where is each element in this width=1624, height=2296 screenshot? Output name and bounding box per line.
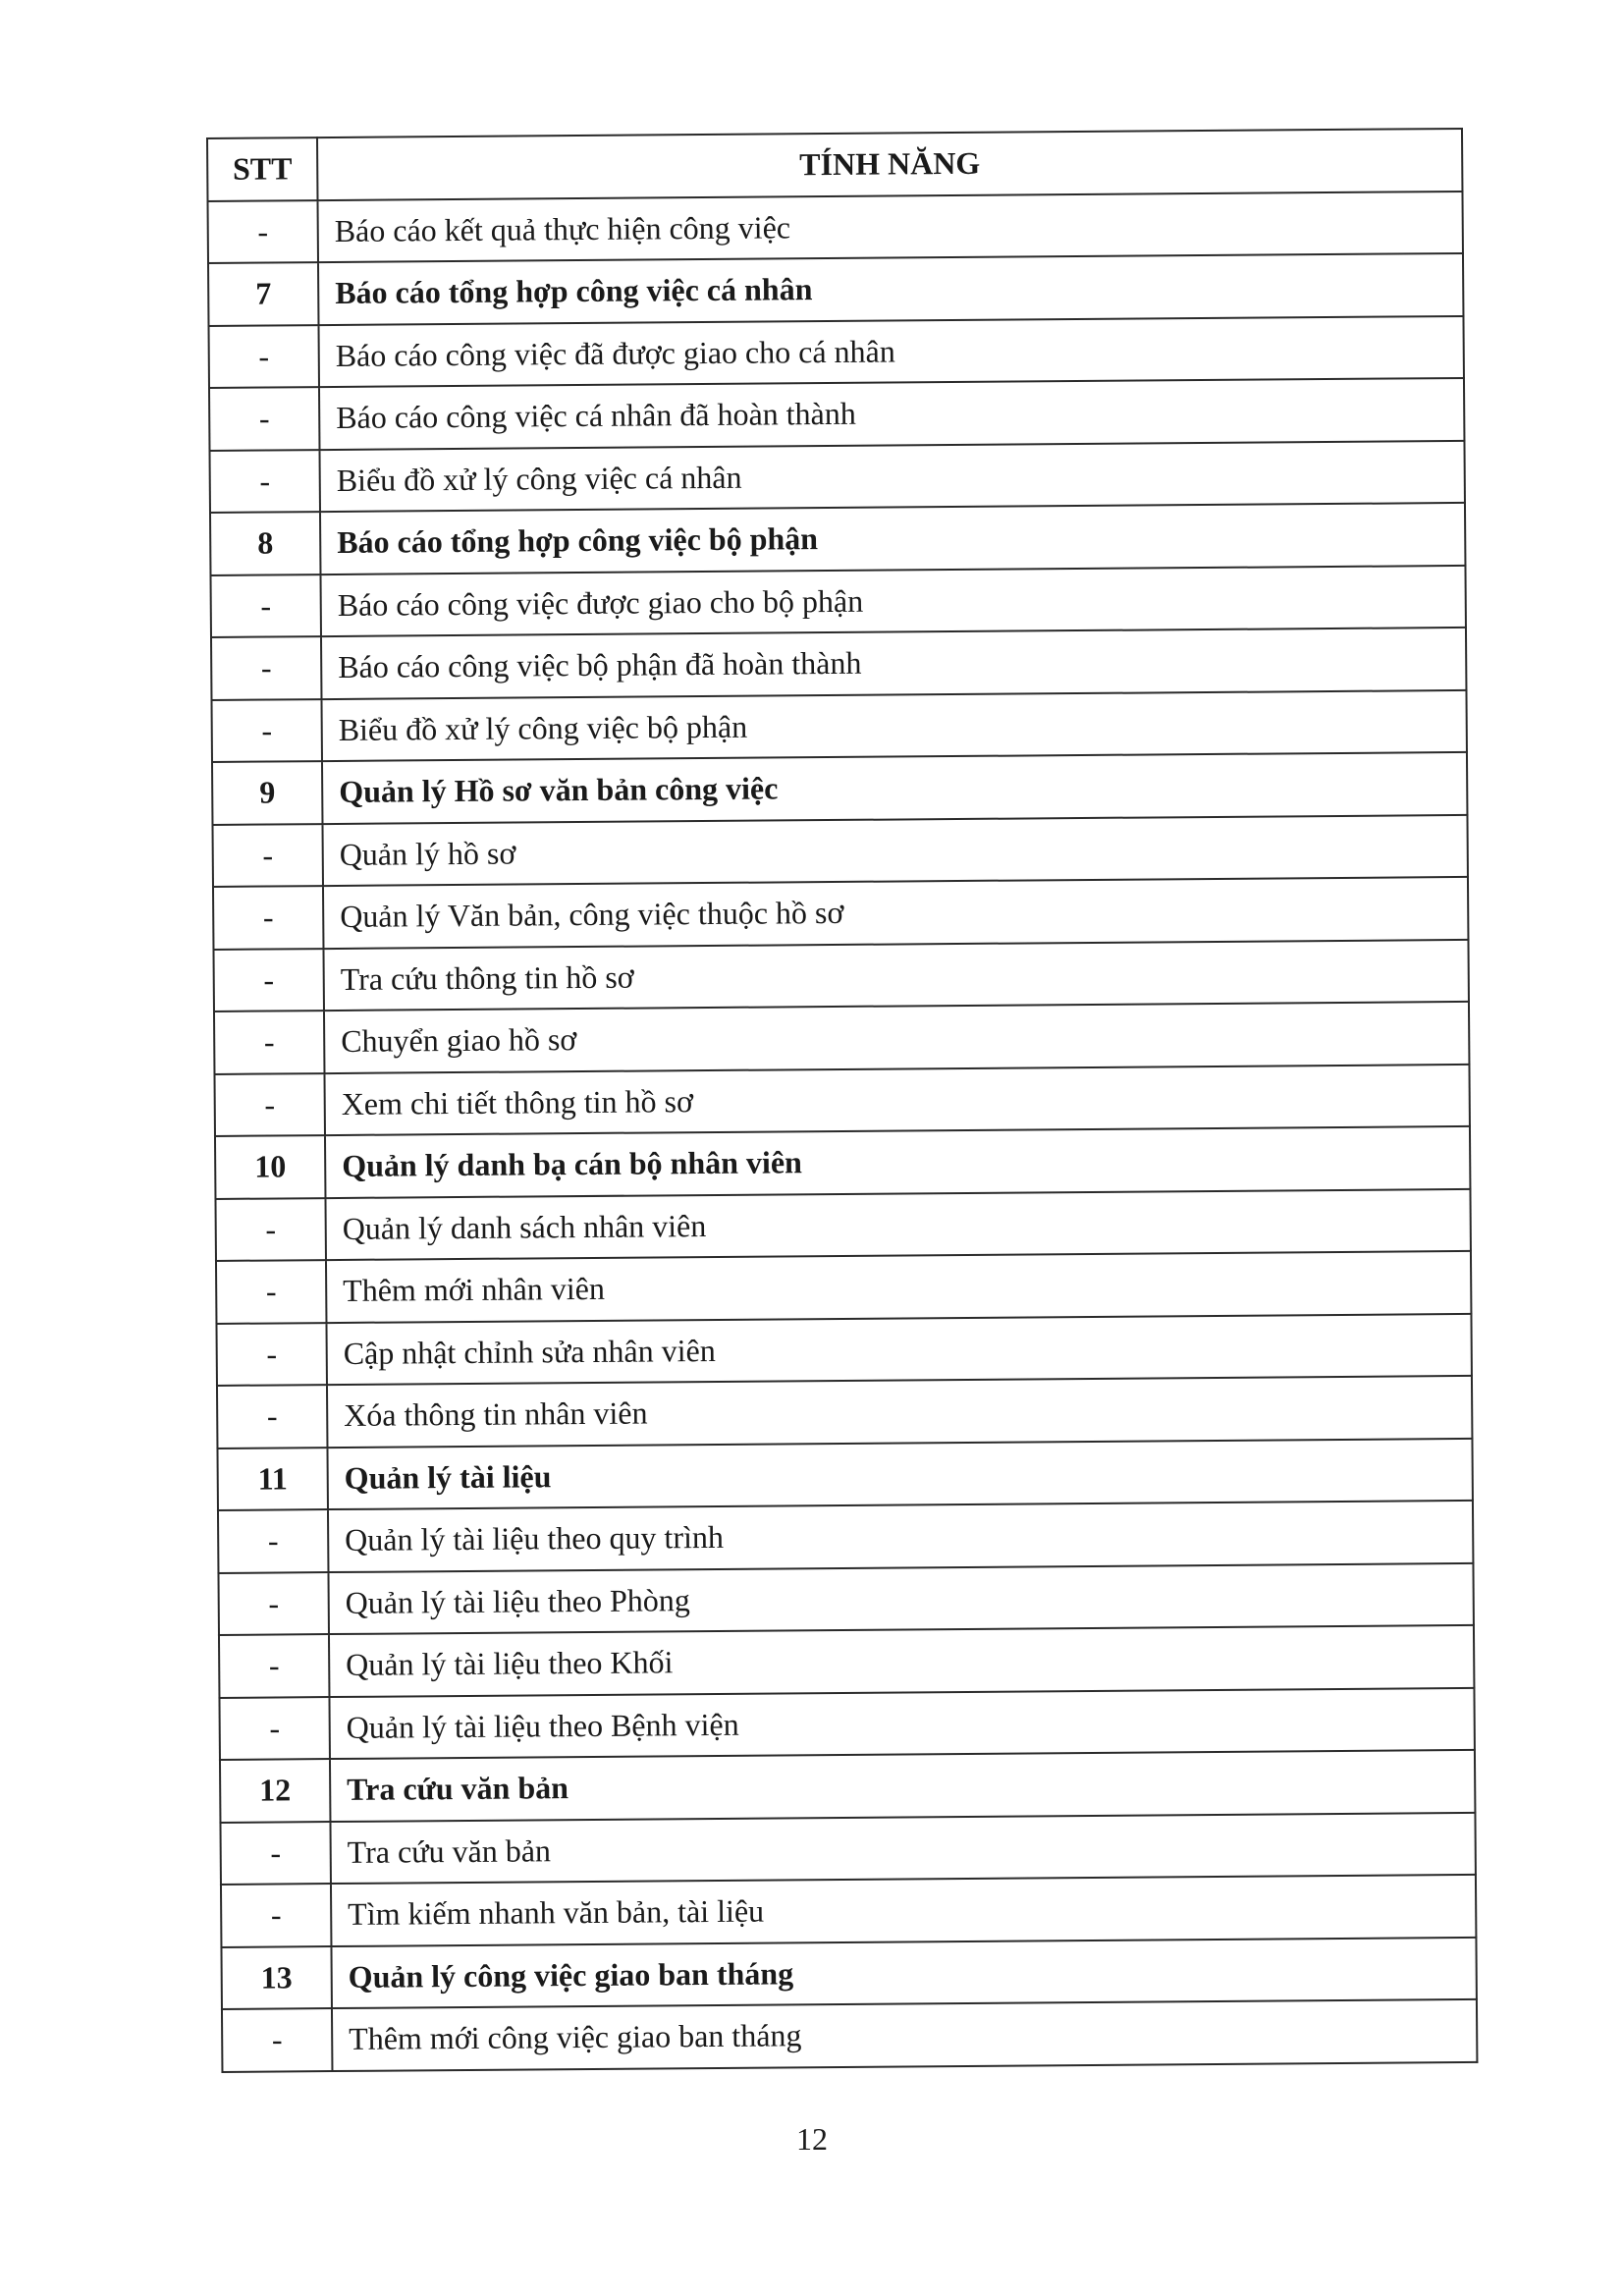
cell-feature: Báo cáo tổng hợp công việc cá nhân <box>318 253 1463 325</box>
cell-feature: Báo cáo công việc đã được giao cho cá nhân <box>319 315 1464 387</box>
table-header-row <box>207 129 1462 201</box>
cell-feature: Xem chi tiết thông tin hồ sơ <box>324 1064 1469 1135</box>
table-row <box>212 814 1467 887</box>
cell-feature: Tìm kiếm nhanh văn bản, tài liệu <box>331 1875 1476 1946</box>
table-row <box>218 1501 1473 1573</box>
cell-stt: - <box>213 949 323 1011</box>
table-row <box>221 1875 1476 1947</box>
cell-stt: - <box>209 387 319 450</box>
cell-stt: - <box>211 636 321 699</box>
cell-stt: - <box>210 450 320 513</box>
cell-stt: - <box>218 1572 328 1635</box>
feature-table <box>206 128 1478 2072</box>
cell-stt: - <box>218 1509 328 1572</box>
table-row <box>219 1687 1474 1760</box>
cell-stt: - <box>221 1884 331 1946</box>
cell-feature: Quản lý danh sách nhân viên <box>325 1188 1470 1260</box>
cell-stt: 9 <box>212 761 322 824</box>
cell-feature: Biểu đồ xử lý công việc bộ phận <box>321 689 1466 761</box>
cell-feature: Thêm mới nhân viên <box>326 1251 1471 1323</box>
table-row <box>214 1002 1469 1074</box>
cell-stt: 12 <box>220 1759 330 1822</box>
page-number: 12 <box>796 2121 828 2157</box>
table-row <box>213 939 1468 1011</box>
cell-feature: Quản lý công việc giao ban tháng <box>331 1937 1476 2008</box>
cell-stt: - <box>214 1073 324 1136</box>
cell-stt: - <box>219 1697 329 1760</box>
header-stt: STT <box>207 137 317 200</box>
table-row <box>211 628 1466 700</box>
cell-feature: Quản lý hồ sơ <box>322 814 1467 886</box>
table-row <box>218 1562 1473 1635</box>
cell-stt: - <box>222 2008 332 2071</box>
cell-feature: Quản lý Hồ sơ văn bản công việc <box>322 752 1467 824</box>
table-row <box>220 1812 1475 1885</box>
table-row <box>208 191 1463 263</box>
cell-feature: Chuyển giao hồ sơ <box>324 1002 1469 1073</box>
cell-feature: Quản lý Văn bản, công việc thuộc hồ sơ <box>323 877 1468 949</box>
header-feature: TÍNH NĂNG <box>317 129 1462 200</box>
cell-feature: Quản lý tài liệu <box>327 1438 1472 1509</box>
cell-feature: Quản lý tài liệu theo quy trình <box>328 1501 1473 1572</box>
cell-stt: - <box>216 1323 326 1386</box>
table-row-group <box>212 752 1467 825</box>
table-row <box>209 315 1464 388</box>
table-row <box>213 877 1468 950</box>
table-row <box>210 440 1465 513</box>
table-row <box>209 378 1464 451</box>
table-body <box>208 191 1478 2071</box>
table-row <box>216 1313 1471 1386</box>
cell-stt: - <box>213 886 323 949</box>
table-row <box>215 1188 1470 1261</box>
table-row <box>222 1999 1477 2072</box>
cell-stt: 10 <box>215 1135 325 1198</box>
cell-feature: Cập nhật chỉnh sửa nhân viên <box>326 1313 1471 1385</box>
cell-stt: - <box>219 1634 329 1697</box>
cell-stt: - <box>220 1822 330 1885</box>
table-row <box>214 1064 1469 1136</box>
cell-stt: 11 <box>217 1448 327 1510</box>
table-row-group <box>215 1126 1470 1199</box>
cell-feature: Tra cứu văn bản <box>330 1812 1475 1884</box>
cell-feature: Báo cáo công việc cá nhân đã hoàn thành <box>319 378 1464 450</box>
cell-stt: - <box>210 574 320 637</box>
cell-feature: Quản lý danh bạ cán bộ nhân viên <box>325 1126 1470 1198</box>
cell-stt: 13 <box>221 1946 331 2009</box>
cell-stt: - <box>211 699 321 762</box>
cell-feature: Tra cứu văn bản <box>330 1750 1475 1822</box>
table-row-group <box>220 1750 1475 1823</box>
table-row <box>217 1376 1472 1449</box>
cell-feature: Quản lý tài liệu theo Phòng <box>328 1562 1473 1634</box>
table-row <box>219 1625 1474 1698</box>
cell-stt: - <box>209 325 319 388</box>
table-row <box>210 565 1465 637</box>
table-row-group <box>221 1937 1476 2009</box>
cell-stt: - <box>216 1260 326 1323</box>
cell-feature: Quản lý tài liệu theo Khối <box>329 1625 1474 1697</box>
cell-stt: 7 <box>208 262 318 325</box>
table-row <box>216 1251 1471 1324</box>
cell-stt: - <box>215 1198 325 1261</box>
cell-feature: Báo cáo kết quả thực hiện công việc <box>318 191 1463 262</box>
cell-feature: Báo cáo công việc bộ phận đã hoàn thành <box>321 628 1466 699</box>
cell-stt: - <box>208 200 318 263</box>
cell-feature: Thêm mới công việc giao ban tháng <box>332 1999 1477 2071</box>
cell-feature: Xóa thông tin nhân viên <box>327 1376 1472 1448</box>
table-row <box>211 689 1466 762</box>
table-row-group <box>210 503 1465 575</box>
cell-stt: 8 <box>210 512 320 574</box>
table-row-group <box>217 1438 1472 1510</box>
cell-feature: Quản lý tài liệu theo Bệnh viện <box>329 1687 1474 1759</box>
cell-stt: - <box>214 1011 324 1073</box>
cell-feature: Biểu đồ xử lý công việc cá nhân <box>319 440 1464 512</box>
cell-stt: - <box>212 824 322 887</box>
cell-feature: Tra cứu thông tin hồ sơ <box>323 939 1468 1011</box>
cell-feature: Báo cáo công việc được giao cho bộ phận <box>320 565 1465 636</box>
cell-feature: Báo cáo tổng hợp công việc bộ phận <box>320 503 1465 574</box>
cell-stt: - <box>217 1385 327 1448</box>
table-row-group <box>208 253 1463 326</box>
